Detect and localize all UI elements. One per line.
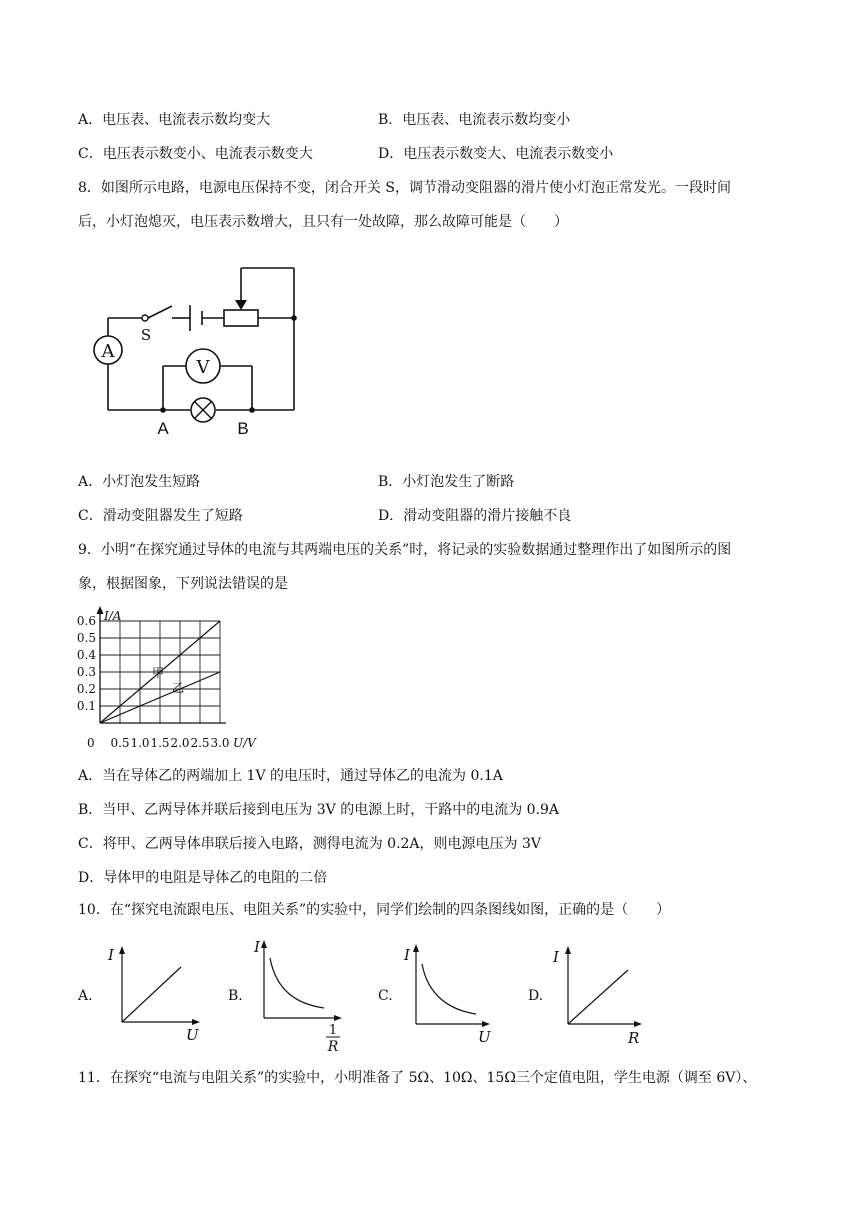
origin-label: 0: [87, 736, 95, 750]
q9-option-d: D．导体甲的电阻是导体乙的电阻的二倍: [78, 870, 328, 886]
y-tick-label: 0.4: [76, 648, 96, 662]
y-axis-label: I/A: [104, 609, 122, 623]
graph-d-y-label: I: [553, 948, 559, 966]
graph-c-y-label: I: [404, 946, 410, 964]
q9-option-b: B．当甲、乙两导体并联后接到电压为 3V 的电源上时，干路中的电流为 0.9A: [78, 802, 560, 818]
graph-d-x-label: R: [628, 1029, 640, 1047]
q7-option-c: C．电压表示数变小、电流表示数变大: [78, 146, 313, 162]
graph-a-x-label: U: [186, 1026, 199, 1044]
q10-graph-c: [378, 944, 492, 1046]
svg-text:V: V: [196, 357, 210, 378]
x-tick-label: 0.5: [110, 736, 130, 750]
x-axis-label: U/V: [233, 736, 256, 750]
q9-option-a: A．当在导体乙的两端加上 1V 的电压时，通过导体乙的电流为 0.1A: [78, 768, 503, 784]
graph-b-x-label-num: 1: [328, 1023, 338, 1038]
y-tick-label: 0.1: [76, 699, 96, 713]
q10-option-b-label: B.: [228, 988, 243, 1004]
q10-graph-d: [528, 946, 642, 1047]
x-tick-label: 3.0: [210, 736, 230, 750]
node-b-label: B: [237, 419, 249, 438]
node-a-label: A: [157, 419, 169, 438]
q10-option-a-label: A.: [78, 988, 93, 1004]
graph-b-y-label: I: [254, 938, 260, 956]
q11-stem-line1: 11．在探究“电流与电阻关系”的实验中，小明准备了 5Ω、10Ω、15Ω三个定值电阻，学生电源（调至 6V）、: [78, 1070, 757, 1086]
x-tick-label: 2.0: [170, 736, 190, 750]
q7-option-d: D．电压表示数变大、电流表示数变小: [378, 146, 614, 162]
x-tick-label: 1.5: [150, 736, 170, 750]
q9-option-c: C．将甲、乙两导体串联后接入电路，测得电流为 0.2A，则电源电压为 3V: [78, 836, 542, 852]
q10-graph-a: [77, 946, 200, 1044]
q8-stem-line1: 8．如图所示电路，电源电压保持不变，闭合开关 S，调节滑动变阻器的滑片使小灯泡正常发光。一段时间: [78, 180, 731, 196]
q8-option-b: B．小灯泡发生了断路: [378, 474, 515, 490]
q10-stem: 10．在“探究电流跟电压、电阻关系”的实验中，同学们绘制的四条图线如图，正确的是（ ）: [78, 902, 671, 918]
graph-a-y-label: I: [108, 946, 114, 964]
svg-text:A: A: [101, 341, 115, 362]
y-tick-label: 0.3: [76, 665, 96, 679]
q9-stem-line2: 象，根据图象，下列说法错误的是: [78, 576, 288, 592]
q8-option-a: A．小灯泡发生短路: [78, 474, 201, 490]
switch-label: S: [140, 326, 152, 344]
q7-option-b: B．电压表、电流表示数均变小: [378, 112, 571, 128]
q8-stem-line2: 后，小灯泡熄灭，电压表示数增大，且只有一处故障，那么故障可能是（ ）: [78, 214, 568, 230]
x-tick-label: 1.0: [130, 736, 150, 750]
q10-option-c-label: C.: [378, 988, 393, 1004]
y-tick-label: 0.5: [76, 631, 96, 645]
y-tick-label: 0.2: [76, 682, 96, 696]
q8-option-c: C．滑动变阻器发生了短路: [78, 508, 243, 524]
q9-stem-line1: 9．小明“在探究通过导体的电流与其两端电压的关系”时，将记录的实验数据通过整理作出了如图所示的图: [78, 542, 732, 558]
graph-c-x-label: U: [478, 1028, 491, 1046]
q10-graph-b: [228, 938, 342, 1055]
y-tick-label: 0.6: [76, 614, 96, 628]
q8-option-d: D．滑动变阻器的滑片接触不良: [378, 508, 572, 524]
q7-option-a: A．电压表、电流表示数均变大: [78, 112, 271, 128]
series-label-2: 乙: [172, 681, 185, 695]
series-label-1: 甲: [152, 666, 165, 680]
x-tick-label: 2.5: [190, 736, 210, 750]
q10-option-d-label: D.: [528, 988, 544, 1004]
graph-b-x-label-den: R: [327, 1039, 339, 1055]
